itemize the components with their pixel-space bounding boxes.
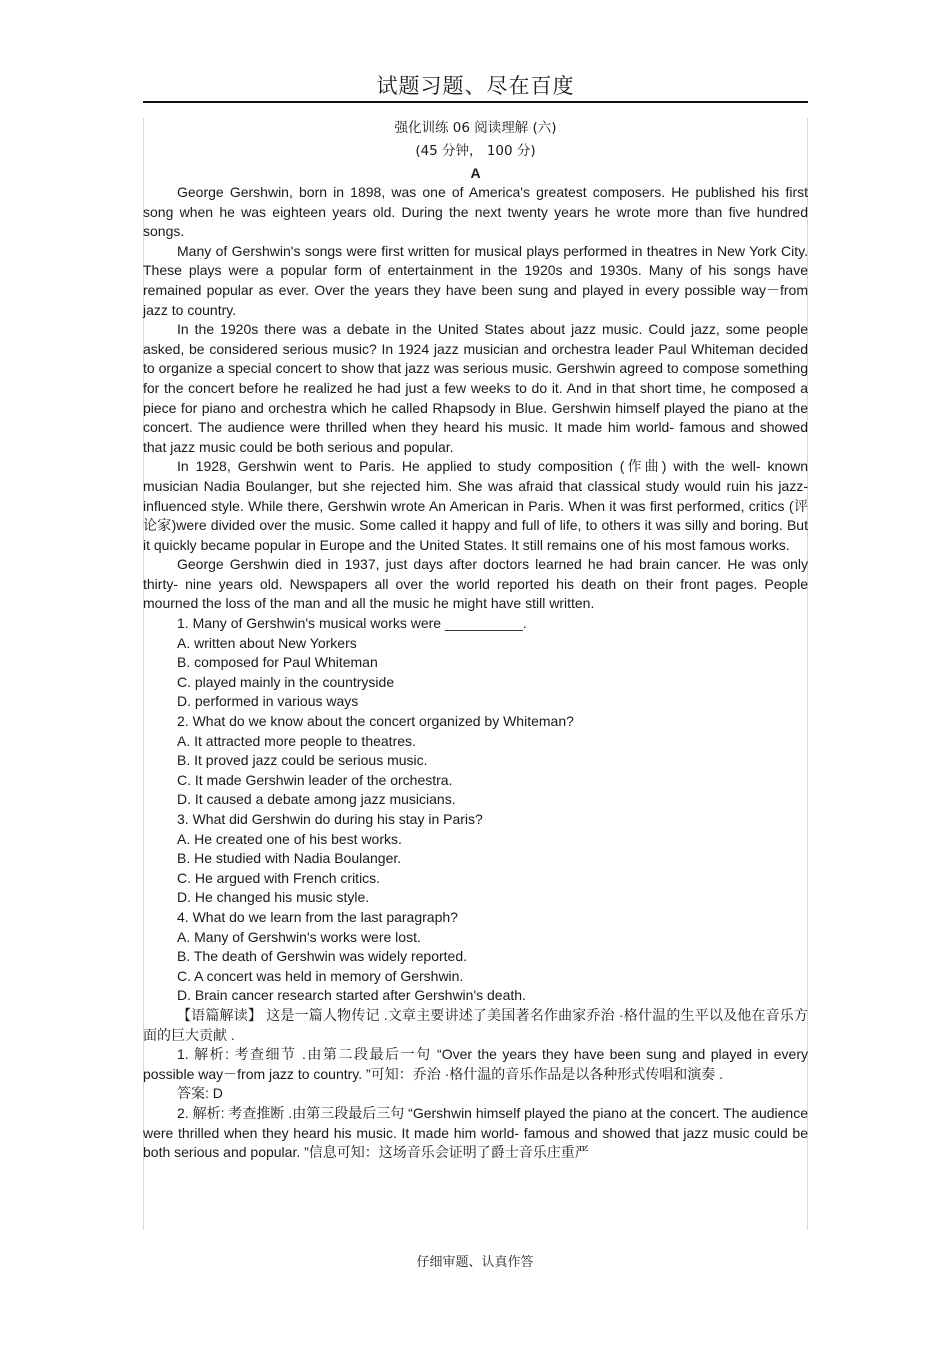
analysis-item: 2. 解析: 考查推断 .由第三段最后三句 “Gershwin himself played the piano at the concert. The audience were thrilled when they heard his music. It made him world- famous and showed that jazz music could be both serious and popular. ”信息可知：这场音乐会证明了爵士音乐庄重严	[143, 1104, 808, 1161]
question-option: A. It attracted more people to theatres.	[177, 732, 416, 749]
question-option: B. composed for Paul Whiteman	[177, 654, 378, 671]
question-option: A. written about New Yorkers	[177, 634, 357, 651]
question-option: D. Brain cancer research started after Gershwin's death.	[177, 987, 526, 1004]
page-footer: 仔细审题、认真作答	[416, 1255, 534, 1270]
question-option: C. A concert was held in memory of Gershwin.	[177, 967, 464, 984]
question-option: D. performed in various ways	[177, 693, 359, 710]
document-body	[143, 117, 808, 1163]
passage-paragraph: George Gershwin died in 1937, just days after doctors learned he had brain cancer. He was only thirty- nine years old. Newspapers all over the world reported his death on their front pages. People mourned the loss of the man and all the music he might have still written.	[143, 556, 808, 612]
doc-subtitle: (45 分钟， 100 分)	[415, 143, 536, 159]
answer-line: 答案: D	[177, 1085, 223, 1102]
question-stem: 4. What do we learn from the last paragraph?	[177, 908, 458, 925]
question-option: C. He argued with French critics.	[177, 869, 381, 886]
question-option: D. He changed his music style.	[177, 889, 370, 906]
question-option: B. The death of Gershwin was widely reported.	[177, 948, 468, 965]
question-option: B. He studied with Nadia Boulanger.	[177, 850, 402, 867]
question-stem: 2. What do we know about the concert organized by Whiteman?	[177, 713, 574, 730]
header-rule	[143, 101, 808, 103]
question-option: C. It made Gershwin leader of the orchestra.	[177, 771, 453, 788]
analysis-summary: 【语篇解读】 这是一篇人物传记 .文章主要讲述了美国著名作曲家乔治 ·格什温的生平以及他在音乐方面的巨大贡献 .	[143, 1006, 808, 1043]
doc-title: 强化训练 06 阅读理解 (六)	[394, 120, 557, 136]
question-option: A. He created one of his best works.	[177, 830, 402, 847]
passage-paragraph: In the 1920s there was a debate in the United States about jazz music. Could jazz, some people asked, be considered serious music? In 1924 jazz musician and orchestra leader Paul Whiteman decided to organize a special concert to show that jazz was serious music. Gershwin agreed to compose something for the concert before he realized he had just a few weeks to do it. And in that short time, he composed a piece for piano and orchestra which he called Rhapsody in Blue. Gershwin himself played the piano at the concert. The audience were thrilled when they heard his music. It made him world- famous and showed that jazz music could be both serious and popular.	[143, 321, 808, 455]
question-option: D. It caused a debate among jazz musicians.	[177, 791, 456, 808]
question-option: C. played mainly in the countryside	[177, 673, 395, 690]
passage-paragraph: Many of Gershwin's songs were first written for musical plays performed in theatres in New York City. These plays were a popular form of entertainment in the 1920s and 1930s. Many of his songs have remained popular as ever. Over the years they have been sung and played in every possible way－from jazz to country.	[143, 242, 808, 318]
passage-paragraph: George Gershwin, born in 1898, was one of America's greatest composers. He published his first song when he was eighteen years old. During the next twenty years he wrote more than five hundred songs.	[143, 184, 808, 240]
question-option: B. It proved jazz could be serious music.	[177, 752, 428, 769]
page-header-title: 试题习题、尽在百度	[376, 74, 575, 98]
passage-paragraph: In 1928, Gershwin went to Paris. He applied to study composition (作曲) with the well- known musician Nadia Boulanger, but she rejected him. She was afraid that classical study would ruin his jazz- influenced style. While there, Gershwin wrote An American in Paris. When it was first performed, critics (评论家)were divided over the music. Some called it happy and full of life, to others it was silly and boring. But it quickly became popular in Europe and the United States. It still remains one of his most famous works.	[143, 458, 808, 553]
question-option: A. Many of Gershwin's works were lost.	[177, 928, 421, 945]
question-stem: 3. What did Gershwin do during his stay in Paris?	[177, 811, 483, 827]
question-stem: 1. Many of Gershwin's musical works were __________.	[177, 615, 527, 632]
analysis-item: 1. 解析: 考查细节 .由第二段最后一句 “Over the years they have been sung and played in every possible way－from jazz to country. ”可知：乔治 ·格什温的音乐作品是以各种形式传唱和演奏 .	[143, 1046, 808, 1082]
section-label: A	[470, 165, 481, 181]
